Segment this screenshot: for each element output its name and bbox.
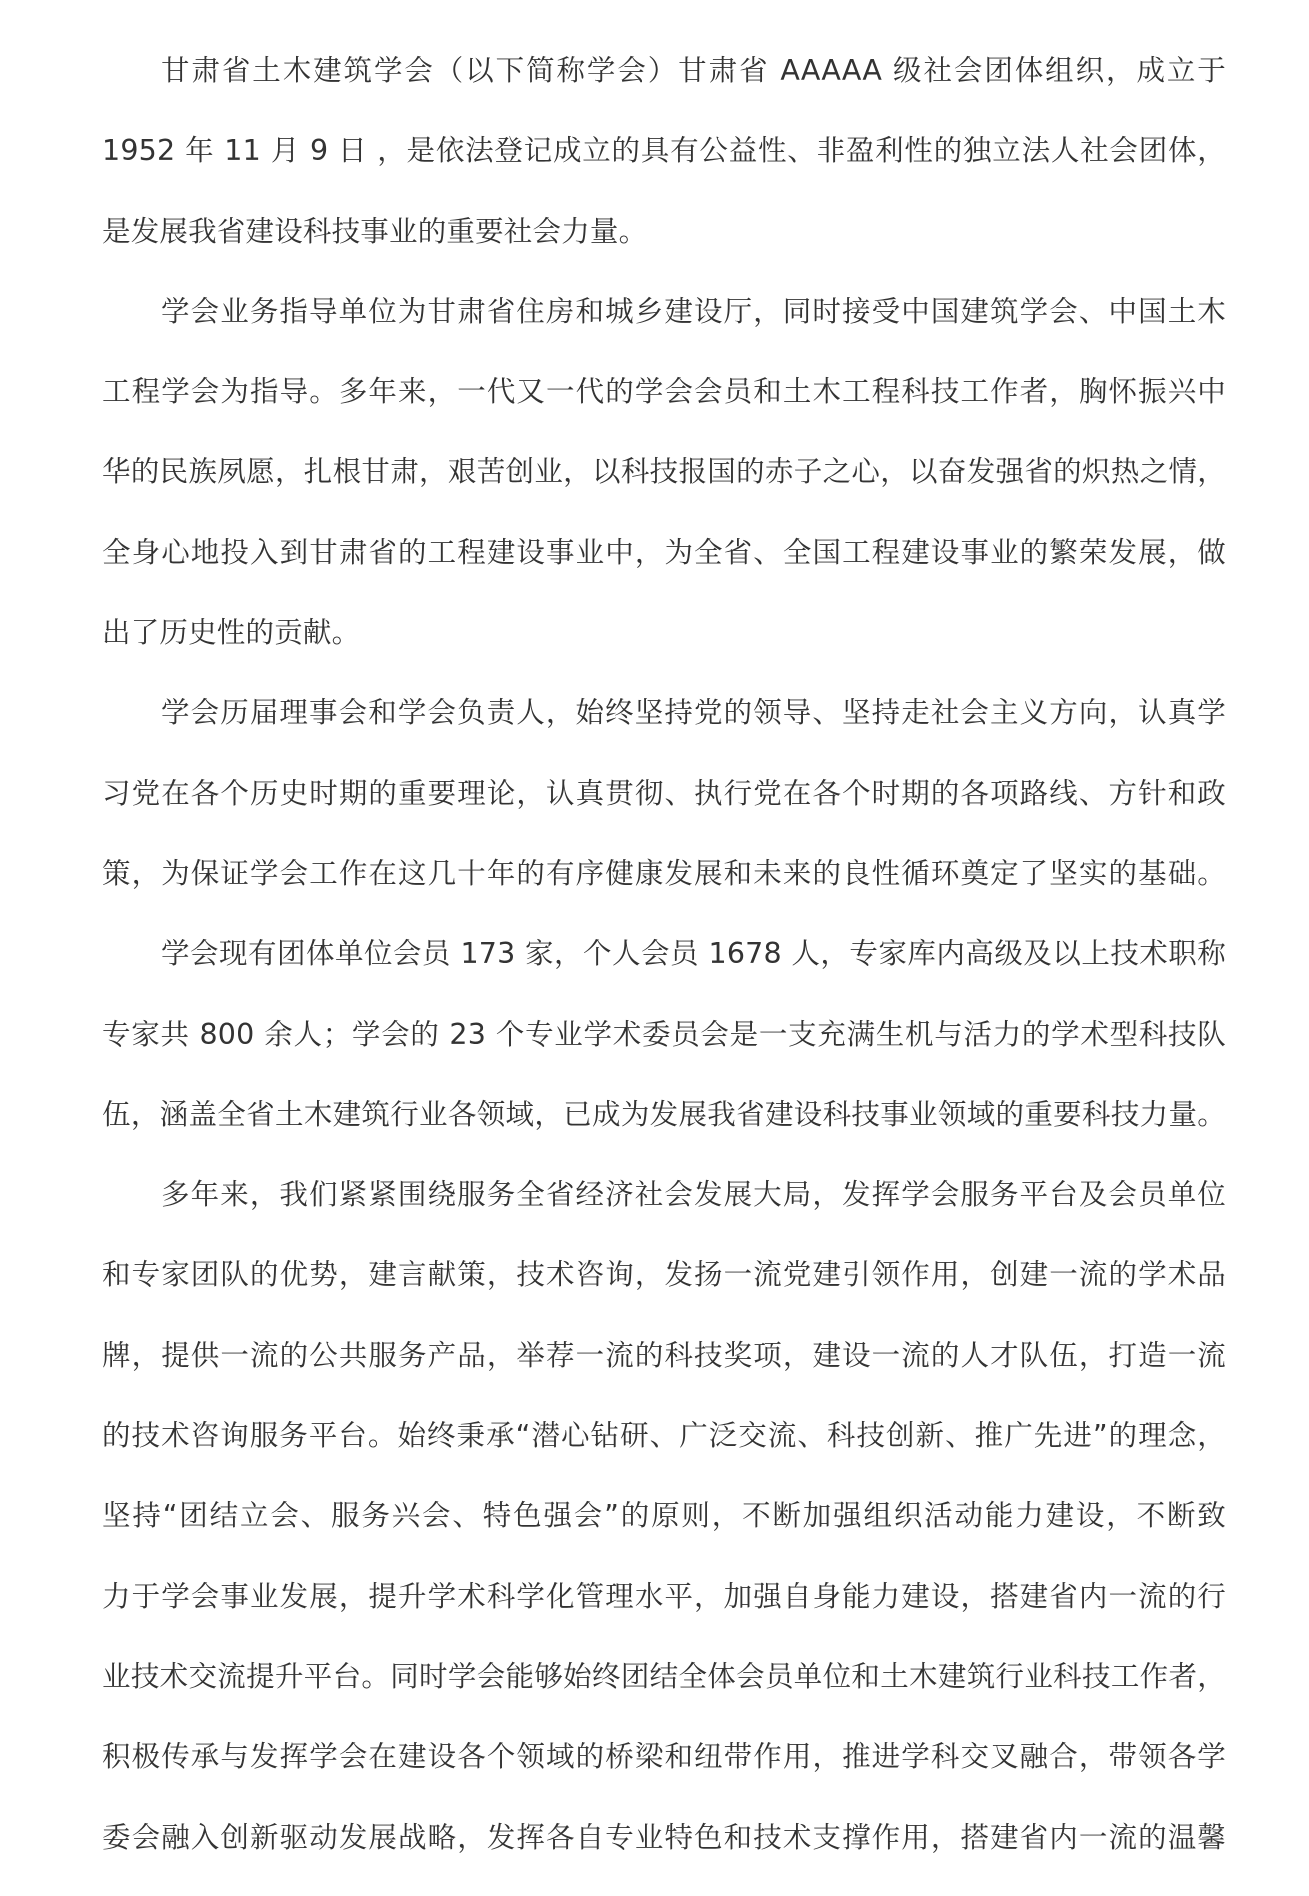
text-line: 学会业务指导单位为甘肃省住房和城乡建设厅，同时接受中国建筑学会、中国土木 — [161, 294, 1226, 328]
text-line: 业技术交流提升平台。同时学会能够始终团结全体会员单位和土木建筑行业科技工作者， — [102, 1659, 1226, 1693]
document-page — [102, 40, 1226, 1887]
text-line: 全身心地投入到甘肃省的工程建设事业中，为全省、全国工程建设事业的繁荣发展，做 — [102, 535, 1226, 569]
text-line: 华的民族夙愿，扎根甘肃，艰苦创业，以科技报国的赤子之心，以奋发强省的炽热之情， — [102, 455, 1226, 489]
text-line: 1952 年 11 月 9 日 ，是依法登记成立的具有公益性、非盈利性的独立法人社会团体， — [102, 134, 1226, 168]
text-line: 学会现有团体单位会员 173 家，个人会员 1678 人，专家库内高级及以上技术职称 — [161, 937, 1226, 971]
text-line: 专家共 800 余人；学会的 23 个专业学术委员会是一支充满生机与活力的学术型科技队 — [102, 1017, 1226, 1051]
text-line: 习党在各个历史时期的重要理论，认真贯彻、执行党在各个时期的各项路线、方针和政 — [102, 776, 1226, 810]
text-line: 工程学会为指导。多年来，一代又一代的学会会员和土木工程科技工作者，胸怀振兴中 — [102, 375, 1226, 409]
text-line: 多年来，我们紧紧围绕服务全省经济社会发展大局，发挥学会服务平台及会员单位 — [161, 1178, 1226, 1212]
text-line: 牌，提供一流的公共服务产品，举荐一流的科技奖项，建设一流的人才队伍，打造一流 — [102, 1338, 1226, 1372]
paragraph-membership — [102, 923, 1226, 1164]
paragraph-intro — [102, 40, 1226, 281]
text-line: 甘肃省土木建筑学会（以下简称学会）甘肃省 AAAAA 级社会团体组织，成立于 — [161, 54, 1226, 87]
text-line: 委会融入创新驱动发展战略，发挥各自专业特色和技术支撑作用，搭建省内一流的温馨 — [102, 1820, 1226, 1854]
text-line: 坚持“团结立会、服务兴会、特色强会”的原则，不断加强组织活动能力建设，不断致 — [102, 1499, 1226, 1533]
text-line: 和专家团队的优势，建言献策，技术咨询，发扬一流党建引领作用，创建一流的学术品 — [102, 1258, 1226, 1292]
paragraph-leadership — [102, 682, 1226, 923]
text-line: 伍，涵盖全省土木建筑行业各领域，已成为发展我省建设科技事业领域的重要科技力量。 — [102, 1097, 1226, 1131]
text-line: 出了历史性的贡献。 — [102, 616, 361, 650]
text-line: 学会历届理事会和学会负责人，始终坚持党的领导、坚持走社会主义方向，认真学 — [161, 696, 1226, 730]
text-line: 积极传承与发挥学会在建设各个领域的桥梁和纽带作用，推进学科交叉融合，带领各学 — [102, 1740, 1226, 1774]
text-line: 的技术咨询服务平台。始终秉承“潜心钻研、广泛交流、科技创新、推广先进”的理念， — [102, 1419, 1226, 1453]
paragraph-guidance — [102, 281, 1226, 682]
text-line: 力于学会事业发展，提升学术科学化管理水平，加强自身能力建设，搭建省内一流的行 — [102, 1579, 1226, 1613]
text-line: 是发展我省建设科技事业的重要社会力量。 — [102, 214, 648, 248]
paragraph-development — [102, 1164, 1226, 1887]
text-line: 策，为保证学会工作在这几十年的有序健康发展和未来的良性循环奠定了坚实的基础。 — [102, 856, 1226, 890]
